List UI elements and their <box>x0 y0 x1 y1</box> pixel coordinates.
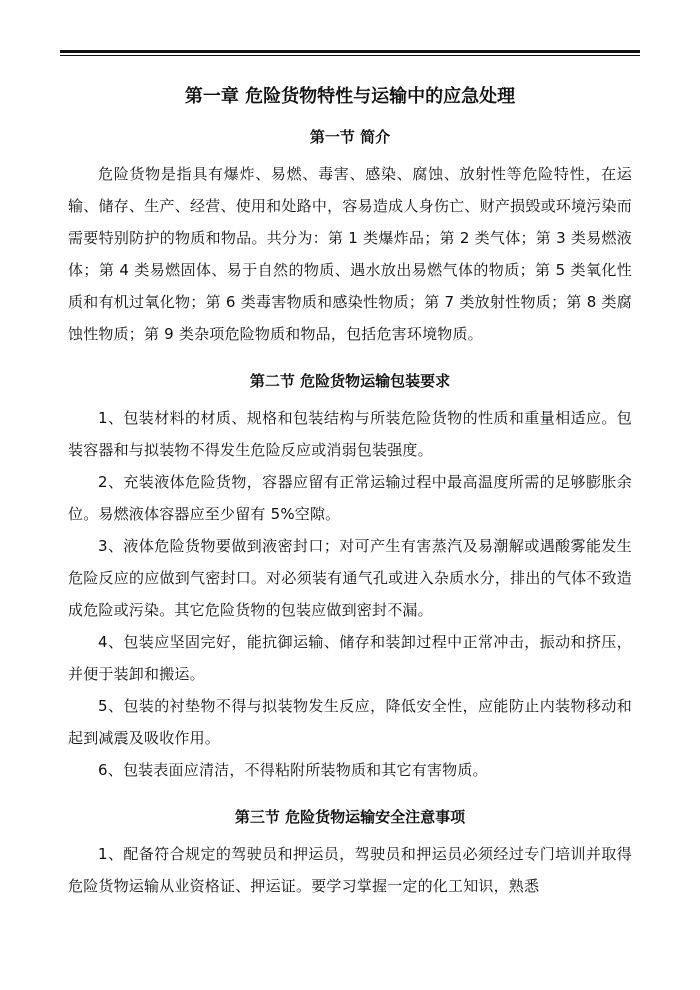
section-title: 第一节 简介 <box>309 128 391 146</box>
paragraph: 6、包装表面应清洁，不得粘附所装物质和其它有害物质。 <box>98 761 488 779</box>
paragraph: 5、包装的衬垫物不得与拟装物发生反应，降低安全性，应能防止内装物移动和起到减震及吸收作用。 <box>68 697 632 747</box>
paragraph: 3、液体危险货物要做到液密封口；对可产生有害蒸汽及易潮解或遇酸雾能发生危险反应的应做到气密封口。对必须装有通气孔或进入杂质水分，排出的气体不致造成危险或污染。其它危险货物的包装应做到密封不漏。 <box>68 537 632 619</box>
chapter-title: 第一章 危险货物特性与运输中的应急处理 <box>184 86 516 107</box>
section-packaging <box>68 368 632 786</box>
paragraph: 1、包装材料的材质、规格和包装结构与所装危险货物的性质和重量相适应。包装容器和与拟装物不得发生危险反应或消弱包装强度。 <box>68 409 632 459</box>
chapter-heading-wrap <box>68 82 632 112</box>
section-title: 第二节 危险货物运输包装要求 <box>249 372 451 390</box>
section-intro <box>68 124 632 350</box>
paragraph: 2、充装液体危险货物，容器应留有正常运输过程中最高温度所需的足够膨胀余位。易燃液体容器应至少留有 5%空隙。 <box>68 473 632 523</box>
paragraph: 1、配备符合规定的驾驶员和押运员，驾驶员和押运员必须经过专门培训并取得危险货物运输从业资格证、押运证。要学习掌握一定的化工知识，熟悉 <box>68 845 632 895</box>
document-body <box>68 82 632 902</box>
paragraph: 4、包装应坚固完好，能抗御运输、储存和装卸过程中正常冲击，振动和挤压，并便于装卸和搬运。 <box>68 633 632 683</box>
header-rule-thin <box>60 55 640 56</box>
section-title: 第三节 危险货物运输安全注意事项 <box>234 808 466 826</box>
paragraph: 危险货物是指具有爆炸、易燃、毒害、感染、腐蚀、放射性等危险特性，在运输、储存、生产、经营、使用和处路中，容易造成人身伤亡、财产损毁或环境污染而需要特别防护的物质和物品。共分为：第 1 类爆炸品；第 2 类气体；第 3 类易燃液体；第 4 类易燃固体、易于自然的物质、遇水放出易燃气体的物质；第 5 类氧化性质和有机过氧化物；第 6 类毒害物质和感染性物质；第 7 类放射性物质；第 8 类腐蚀性物质；第 9 类杂项危险物质和物品，包括危害环境物质。 <box>68 165 632 343</box>
section-safety <box>68 804 632 902</box>
header-rule-thick <box>60 50 640 53</box>
